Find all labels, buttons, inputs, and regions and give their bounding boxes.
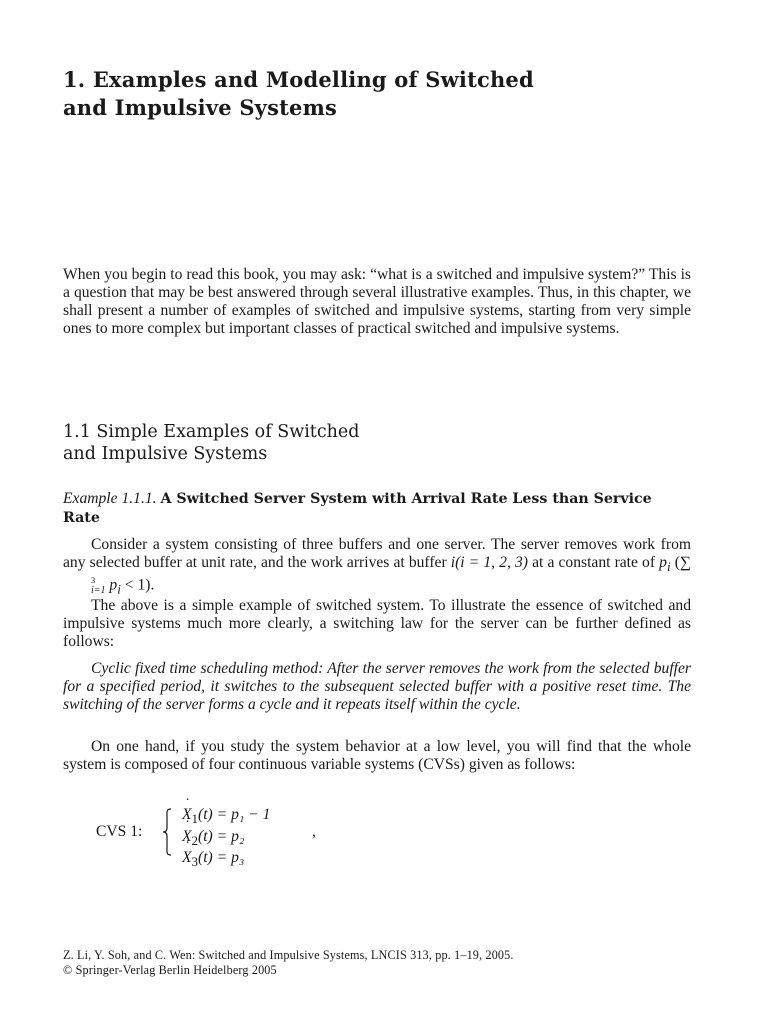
eq-var-1: ˙ X — [182, 806, 192, 823]
eq-sub-2: 2 — [191, 832, 199, 848]
left-brace-icon — [162, 808, 172, 856]
equation-trailing-comma: , — [312, 823, 316, 840]
eq-rhs-1: (t) = p₁ − 1 — [198, 806, 271, 823]
p1-text: Consider a system consisting of three buffers and one server. The server removes work from any selected buffer at unit rate, and the work arrives at buffer — [63, 536, 691, 571]
example-label: Example 1.1.1. — [63, 490, 157, 507]
chapter-title-line-2: and Impulsive Systems — [63, 95, 338, 120]
p1-math-close: < 1). — [120, 576, 155, 594]
p1-math-rate-sub: i — [666, 559, 671, 575]
chapter-title-line-1: 1. Examples and Modelling of Switched — [63, 67, 534, 92]
example-title: A Switched Server System with Arrival Rate Less than Service Rate — [63, 491, 652, 526]
eq-sub-1: 1 — [191, 811, 199, 827]
equation-cvs-1 — [96, 806, 356, 870]
footer-copyright: © Springer-Verlag Berlin Heidelberg 2005 — [63, 963, 277, 977]
p1-sum-sub: i=1 — [91, 584, 106, 596]
section-title — [63, 421, 703, 465]
paragraph-scheduling-method: Cyclic fixed time scheduling method: After the server removes the work from the selected buffer for a specified period, it switches to the subsequent selected buffer with a positive reset time. The switching of the server forms a cycle and it repeats itself within the cycle. — [63, 660, 691, 713]
eq-var-3: ˙ X — [182, 849, 192, 866]
paragraph-switching-law: The above is a simple example of switched system. To illustrate the essence of switched and impulsive systems much more clearly, a switching law for the server can be further defined as follows: — [63, 597, 691, 650]
eq-sub-3: 3 — [191, 854, 199, 870]
section-title-line-1: 1.1 Simple Examples of Switched — [63, 422, 360, 442]
example-heading — [63, 490, 691, 528]
page-footer — [63, 948, 703, 978]
equation-line-2 — [182, 828, 270, 850]
equation-label: CVS 1: — [96, 823, 143, 840]
paragraph-cvs-intro: On one hand, if you study the system behavior at a low level, you will find that the whole system is composed of four continuous variable systems (CVSs) given as follows: — [63, 738, 691, 773]
intro-paragraph: When you begin to read this book, you may ask: “what is a switched and impulsive system?” This is a question that may be best answered through several illustrative examples. Thus, in this chapter, we shall present a number of examples of switched and impulsive systems, starting from very simple ones to more complex but important classes of practical switched and impulsive systems. — [63, 266, 691, 337]
p1-math-p: p — [105, 576, 118, 594]
p1-sum-sup: 3 — [91, 575, 96, 585]
equation-line-1 — [182, 806, 270, 828]
p1-math-p-sub: i — [117, 581, 121, 597]
eq-rhs-2: (t) = p₂ — [198, 827, 245, 845]
eq-var-2: ˙ X — [182, 828, 192, 845]
p1-math-rate: p — [659, 553, 667, 571]
chapter-title — [63, 66, 703, 122]
footer-citation: Z. Li, Y. Soh, and C. Wen: Switched and Impulsive Systems, LNCIS 313, pp. 1–19, 2005. — [63, 948, 514, 962]
equation-lines — [182, 806, 270, 871]
p1-sum-open: (∑ — [674, 553, 692, 571]
eq-rhs-3: (t) = p₃ — [198, 849, 245, 867]
equation-line-3 — [182, 849, 270, 871]
paragraph-system-description — [63, 536, 691, 599]
section-title-line-2: and Impulsive Systems — [63, 444, 268, 464]
p1-math-index: i(i = 1, 2, 3) — [450, 553, 528, 571]
p1-mid: at a constant rate of — [527, 553, 660, 571]
